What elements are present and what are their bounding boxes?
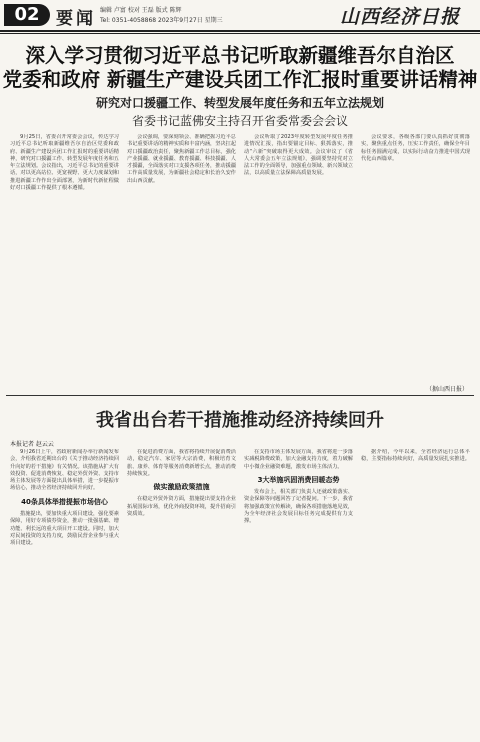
story2-column	[244, 449, 353, 736]
paragraph: 在支持市场主体发展方面，我省将进一步落实减税降费政策，加大金融支持力度，着力破解中小微企业融资难题，激发市场主体活力。	[244, 449, 353, 470]
story1-subhead: 研究对口援疆工作、转型发展年度任务和五年立法规划	[95, 96, 384, 110]
story2-headline: 我省出台若干措施推动经济持续回升	[96, 410, 384, 431]
editor-credits: 编辑 卢富 校对 王磊 版式 陈辉	[100, 7, 182, 14]
paragraph: 在促进消费方面，我省将持续开展促消费活动，稳定汽车、家居等大宗消费，积极培育文旅、康养、体育等服务消费新增长点，推动消费持续恢复。	[127, 449, 236, 477]
masthead	[0, 0, 480, 30]
story1-body	[10, 134, 470, 382]
story1-column: 会议听取了2023年度转型发展年度任务推进情况汇报，指出要锚定目标、狠抓落实，推动“六新”突破取得更大成效。会议审议了《省人大常委会五年立法规划》，强调要坚持党对立法工作的全面领导，加强重点领域、新兴领域立法，以高质量立法保障高质量发展。	[244, 134, 353, 177]
paragraph: 在稳定外贸外资方面，措施提出要支持企业拓展国际市场，优化外商投资环境，提升招商引资质效。	[127, 496, 236, 518]
story2-byline: 本报记者 赵云云	[10, 441, 54, 448]
story2-subhead: 3大举施巩固消费回暖态势	[257, 475, 340, 484]
story1-headline-line1: 深入学习贯彻习近平总书记听取新疆维吾尔自治区	[25, 44, 455, 67]
story2-column	[127, 449, 236, 736]
masthead-rule	[0, 30, 480, 32]
page-number: 02	[4, 4, 50, 26]
paragraph: 发布会上，相关部门负责人还就政策落实、资金保障等问题回答了记者提问。下一步，我省将加强政策宣传解读，确保各项措施落地见效，为全年经济社会发展目标任务完成提供有力支撑。	[244, 489, 353, 525]
story2-subhead: 做实激励政策措施	[153, 483, 210, 492]
masthead-rule-thin	[0, 33, 480, 34]
story-separator	[6, 395, 474, 396]
story1-subhead2: 省委书记蓝佛安主持召开省委常委会会议	[131, 114, 348, 128]
issue-date-line: Tel: 0351-4058868 2023年9月27日 星期三	[100, 17, 223, 24]
paragraph: 措施提出，要加快重大项目建设，强化要素保障，用好专项债券资金，推动一批强基础、增功能、利长远的重大项目开工建设。同时，加大对民间投资的支持力度，鼓励民营企业参与重大项目建设。	[10, 511, 119, 547]
story2-body	[10, 449, 470, 736]
story1-column: 会议强调，要深刻领会、准确把握习近平总书记重要讲话的精神实质和丰富内涵，坚决扛起对口援疆政治责任，聚焦新疆工作总目标，强化产业援疆、就业援疆、教育援疆、科技援疆、人才援疆，全面落实对口支援各项任务，推动援疆工作高质量发展，为新疆社会稳定和长治久安作出山西贡献。	[127, 134, 236, 184]
story1-credit: （据山西日报）	[425, 386, 468, 393]
story2-column	[361, 449, 470, 736]
story2-column	[10, 449, 119, 736]
story2-subhead: 40条具体举措提振市场信心	[21, 497, 108, 506]
paragraph: 据介绍，今年以来，全省经济运行总体平稳，主要指标持续向好，高质量发展扎实推进。	[361, 449, 470, 463]
story1-column: 9月25日，省委召开常委会会议，传达学习习近平总书记听取新疆维吾尔自治区党委和政府、新疆生产建设兵团工作汇报时的重要讲话精神，研究对口援疆工作、转型发展年度任务和五年立法规划。会议指出，习近平总书记的重要讲话，对以更高站位、更宽视野、更大力度谋划和推进新疆工作作出全面部署，为新时代新征程做好对口援疆工作提供了根本遵循。	[10, 134, 119, 192]
paragraph: 9月26日上午，省政府新闻办举行新闻发布会，介绍我省近期出台的《关于推动经济持续回升向好的若干措施》有关情况。该措施从扩大有效投资、促进消费恢复、稳定外贸外资、支持市场主体发展等方面提出具体举措，进一步提振市场信心，推动全省经济持续回升向好。	[10, 449, 119, 492]
story1-column: 会议要求，各级各部门要认真抓好贯彻落实，聚焦重点任务，压实工作责任，确保全年目标任务圆满完成，以实际行动奋力推进中国式现代化山西篇章。	[361, 134, 470, 162]
story1-headline-line2: 党委和政府 新疆生产建设兵团工作汇报时重要讲话精神	[2, 68, 478, 91]
section-title: 要闻	[56, 9, 96, 29]
paper-logo: 山西经济日报	[339, 6, 460, 28]
